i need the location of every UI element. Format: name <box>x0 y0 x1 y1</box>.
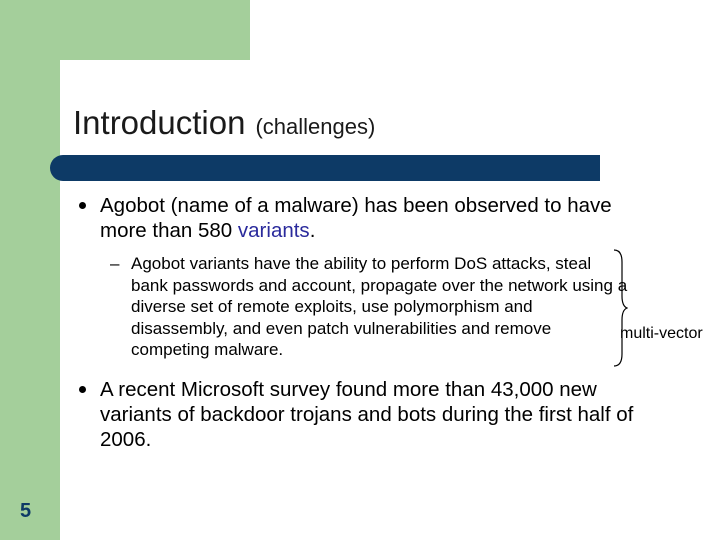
title-subtitle: (challenges) <box>255 114 376 139</box>
title-main: Introduction <box>73 104 246 141</box>
page-number: 5 <box>20 500 32 522</box>
bullet-2-text: A recent Microsoft survey found more than 43,000 new variants of backdoor trojans and bots during the first half of 2006. <box>100 378 634 451</box>
title-underline-bar <box>50 155 600 181</box>
curly-brace-icon <box>612 248 628 368</box>
bullet-1-text-after: . <box>309 219 316 242</box>
sub-bullet-text: Agobot variants have the ability to perform DoS attacks, steal bank passwords and account, propagate over the network using a diverse set of remote exploits, use polymorphism and disassembly, and even patch vulnerabilities and remove competing malware. <box>131 254 628 359</box>
multi-vector-annotation: multi-vector <box>620 325 703 342</box>
bullet-1-text <box>100 193 660 243</box>
sub-bullet-dash: – <box>110 254 120 273</box>
slide-title <box>73 104 375 142</box>
bullet-1-highlight: variants <box>237 219 310 242</box>
bullet-dot <box>79 202 86 209</box>
bullet-1-text-before: Agobot (name of a malware) has been observed to have more than 580 <box>100 194 612 242</box>
bullet-dot <box>79 386 86 393</box>
decorative-green-sidebar <box>0 0 60 540</box>
